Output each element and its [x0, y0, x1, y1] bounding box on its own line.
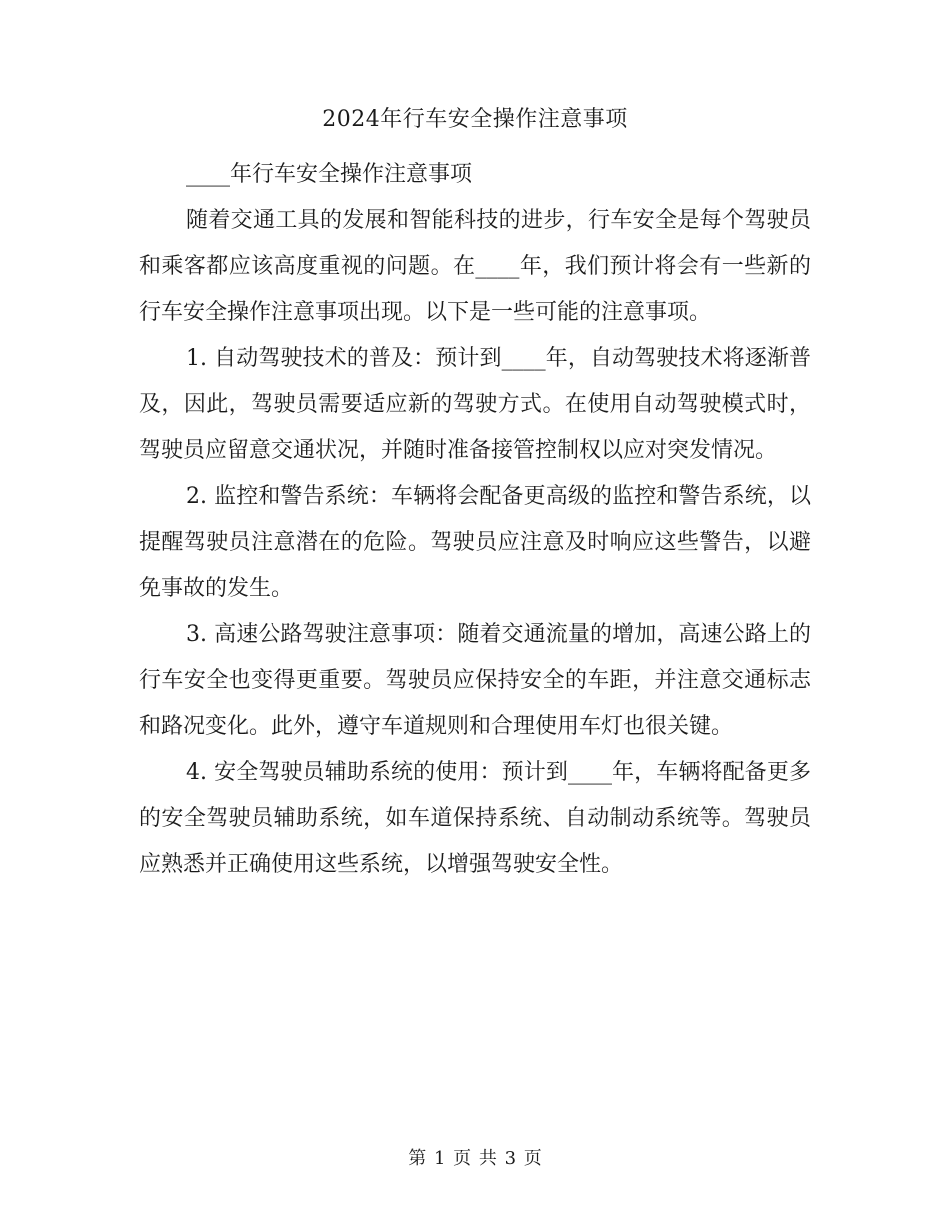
document-subtitle: ____年行车安全操作注意事项: [186, 162, 473, 187]
paragraph-intro: 随着交通工具的发展和智能科技的进步，行车安全是每个驾驶员和乘客都应该高度重视的问题。在____年，我们预计将会有一些新的行车安全操作注意事项出现。以下是一些可能的注意事项。: [139, 208, 811, 325]
document-body: [139, 152, 811, 888]
paragraph-item-4: 4. 安全驾驶员辅助系统的使用：预计到____年，车辆将配备更多的安全驾驶员辅助系统，如车道保持系统、自动制动系统等。驾驶员应熟悉并正确使用这些系统，以增强驾驶安全性。: [139, 760, 811, 877]
paragraph-item-3: 3. 高速公路驾驶注意事项：随着交通流量的增加，高速公路上的行车安全也变得更重要。驾驶员应保持安全的车距，并注意交通标志和路况变化。此外，遵守车道规则和合理使用车灯也很关键。: [139, 622, 811, 739]
document-title: 2024年行车安全操作注意事项: [322, 107, 628, 132]
paragraph-item-1: 1. 自动驾驶技术的普及：预计到____年，自动驾驶技术将逐渐普及，因此，驾驶员需要适应新的驾驶方式。在使用自动驾驶模式时，驾驶员应留意交通状况，并随时准备接管控制权以应对突发情况。: [139, 346, 811, 463]
page-number: 第 1 页 共 3 页: [408, 1148, 542, 1169]
paragraph-item-2: 2. 监控和警告系统：车辆将会配备更高级的监控和警告系统，以提醒驾驶员注意潜在的危险。驾驶员应注意及时响应这些警告，以避免事故的发生。: [139, 484, 811, 601]
